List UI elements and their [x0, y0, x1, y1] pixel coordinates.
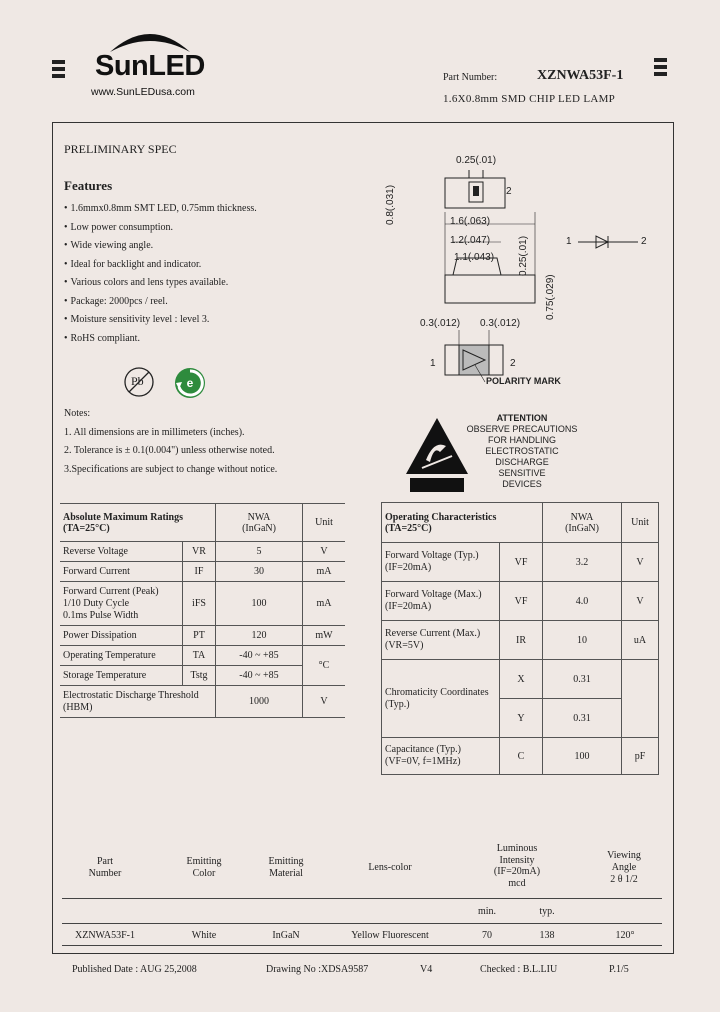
row-typ: 138	[539, 930, 555, 941]
svg-text:e: e	[186, 376, 194, 390]
op-table-title	[382, 503, 543, 543]
op-symbol: VF	[500, 543, 543, 582]
abs-param	[60, 582, 183, 626]
abs-param-line: (HBM)	[63, 701, 93, 713]
esd-warning-icon	[404, 416, 470, 496]
abs-unit-temp: °C	[303, 646, 346, 686]
op-value: 4.0	[543, 582, 622, 621]
pin-label: 1	[430, 358, 436, 369]
abs-unit: mA	[303, 582, 346, 626]
op-value: 0.31	[543, 660, 622, 699]
notes-title: Notes:	[64, 408, 91, 419]
row-viewing-angle: 120°	[615, 930, 635, 941]
esd-line: OBSERVE PRECAUTIONS	[466, 424, 578, 434]
abs-value: 100	[216, 582, 303, 626]
feature-item: • Ideal for backlight and indicator.	[64, 259, 364, 278]
feature-item: • Various colors and lens types available.	[64, 277, 364, 296]
abs-unit: V	[303, 686, 346, 718]
dim-label: 0.25(.01)	[456, 155, 497, 166]
esd-line: DISCHARGE	[495, 457, 549, 467]
page-number: P.1/5	[609, 964, 629, 975]
abs-symbol: VR	[183, 542, 216, 562]
op-param-line: Forward Voltage (Typ.)	[385, 550, 479, 561]
abs-table-title	[60, 504, 216, 542]
op-value: 0.31	[543, 699, 622, 738]
abs-title: Absolute Maximum Ratings	[63, 511, 184, 523]
op-nwa: NWA	[570, 511, 594, 523]
diode-pin-2: 2	[641, 236, 647, 247]
op-param	[382, 660, 500, 738]
operating-characteristics-table	[381, 502, 659, 775]
col-emitting-color	[172, 856, 236, 880]
op-unit: V	[622, 582, 659, 621]
absolute-max-ratings-table	[60, 503, 345, 718]
esd-line: ATTENTION	[496, 413, 548, 423]
col-head-line: Color	[192, 868, 216, 879]
abs-value: -40 ~ +85	[216, 646, 303, 666]
abs-param: Reverse Voltage	[60, 542, 183, 562]
abs-param: Power Dissipation	[60, 626, 183, 646]
feature-item: • Low power consumption.	[64, 222, 364, 241]
abs-col-nwa	[216, 504, 303, 542]
op-param-line: (IF=20mA)	[385, 601, 432, 612]
op-unit-empty	[622, 660, 659, 738]
abs-symbol: TA	[183, 646, 216, 666]
abs-param: Storage Temperature	[60, 666, 183, 686]
esd-line: SENSITIVE	[498, 468, 546, 478]
feature-item: • Moisture sensitivity level : level 3.	[64, 314, 364, 333]
table-divider	[62, 898, 662, 899]
feature-item: • 1.6mmx0.8mm SMT LED, 0.75mm thickness.	[64, 203, 364, 222]
op-param-line: (Typ.)	[385, 698, 410, 710]
row-emitting-material: InGaN	[272, 930, 300, 941]
row-lens-color: Yellow Fluorescent	[351, 930, 429, 941]
col-viewing-angle	[594, 850, 654, 886]
dim-label: 0.8(.031)	[385, 184, 396, 225]
row-part-number: XZNWA53F-1	[75, 930, 135, 941]
col-head-line: Luminous	[496, 843, 538, 854]
note-item: 1. All dimensions are in millimeters (inches).	[64, 426, 245, 438]
esd-line: ELECTROSTATIC	[485, 446, 559, 456]
col-head-line: Emitting	[186, 856, 222, 867]
row-emitting-color: White	[191, 930, 217, 941]
dim-label: 0.25(.01)	[518, 235, 529, 276]
features-list	[64, 203, 364, 351]
abs-symbol: Tstg	[183, 666, 216, 686]
col-part-number	[70, 856, 140, 880]
op-unit: V	[622, 543, 659, 582]
op-param-line: (IF=20mA)	[385, 562, 432, 573]
op-param	[382, 582, 500, 621]
table-divider	[62, 945, 662, 946]
esd-line: DEVICES	[502, 479, 542, 489]
abs-symbol: IF	[183, 562, 216, 582]
op-value: 10	[543, 621, 622, 660]
part-number: XZNWA53F-1	[537, 68, 624, 83]
dim-label: 1.2(.047)	[450, 235, 491, 246]
feature-item: • RoHS compliant.	[64, 333, 364, 352]
note-item: 2. Tolerance is ± 0.1(0.004") unless otherwise noted.	[64, 445, 275, 456]
abs-value: 5	[216, 542, 303, 562]
diode-pin-1: 1	[566, 236, 572, 247]
col-luminous-intensity	[480, 843, 554, 889]
col-head-line: Material	[269, 868, 303, 879]
abs-nwa: NWA	[247, 511, 271, 523]
notes-section	[64, 408, 384, 482]
op-unit: pF	[622, 738, 659, 775]
brand-url: www.SunLEDusa.com	[91, 86, 195, 98]
op-value: 3.2	[543, 543, 622, 582]
dim-label: 0.3(.012)	[420, 318, 461, 329]
col-min: min.	[477, 906, 497, 917]
abs-unit: mW	[303, 626, 346, 646]
diode-symbol	[578, 232, 638, 252]
op-symbol: X	[500, 660, 543, 699]
abs-param-line: Electrostatic Discharge Threshold	[63, 689, 199, 701]
product-subtitle: 1.6X0.8mm SMD CHIP LED LAMP	[443, 93, 616, 105]
abs-param: Operating Temperature	[60, 646, 183, 666]
row-min: 70	[482, 930, 492, 941]
op-param	[382, 543, 500, 582]
dim-label: 1.1(.043)	[454, 252, 495, 263]
op-symbol: VF	[500, 582, 543, 621]
drawing-number: Drawing No :XDSA9587	[266, 964, 369, 975]
pin-label: 2	[506, 186, 512, 197]
esd-warning-text	[462, 413, 582, 490]
features-title: Features	[64, 178, 113, 193]
pb-label: Pb	[131, 374, 144, 388]
published-date: Published Date : AUG 25,2008	[72, 964, 197, 975]
op-param-line: Capacitance (Typ.)	[385, 744, 461, 755]
note-item: 3.Specifications are subject to change without notice.	[64, 463, 278, 475]
abs-cond: (TA=25°C)	[63, 522, 110, 534]
op-param-line: Chromaticity Coordinates	[385, 686, 489, 698]
right-margin-mark	[654, 58, 667, 79]
op-symbol: IR	[500, 621, 543, 660]
op-param	[382, 738, 500, 775]
op-value: 100	[543, 738, 622, 775]
op-param	[382, 621, 500, 660]
abs-value: 120	[216, 626, 303, 646]
col-head-line: 2 θ 1/2	[610, 874, 638, 885]
table-divider	[62, 923, 662, 924]
esd-line: FOR HANDLING	[487, 435, 556, 445]
col-head-line: mcd	[508, 877, 526, 889]
op-ingan: (InGaN)	[565, 522, 599, 534]
op-param-line: Reverse Current (Max.)	[385, 628, 481, 639]
col-head-line: Emitting	[268, 856, 304, 867]
version: V4	[420, 964, 433, 975]
col-head-line: Number	[88, 868, 122, 879]
op-title: Operating Characteristics	[385, 511, 497, 523]
abs-param	[60, 686, 216, 718]
op-param-line: (VR=5V)	[385, 640, 424, 651]
col-emitting-material	[254, 856, 318, 880]
op-col-unit: Unit	[622, 503, 659, 543]
col-lens-color: Lens-color	[368, 862, 412, 873]
dim-label: 0.75(.029)	[545, 274, 556, 320]
abs-ingan: (InGaN)	[242, 522, 276, 534]
op-symbol: Y	[500, 699, 543, 738]
pb-free-icon	[123, 366, 155, 398]
abs-unit: mA	[303, 562, 346, 582]
abs-param: Forward Current	[60, 562, 183, 582]
package-drawing	[405, 150, 575, 390]
dim-label: 0.3(.012)	[480, 318, 521, 329]
op-param-line: (VF=0V, f=1MHz)	[385, 756, 461, 767]
polarity-mark-label: POLARITY MARK	[486, 376, 561, 386]
pin-label: 2	[510, 358, 516, 369]
abs-value: -40 ~ +85	[216, 666, 303, 686]
rohs-recycle-icon	[173, 366, 207, 400]
abs-unit: V	[303, 542, 346, 562]
op-col-nwa	[543, 503, 622, 543]
dim-label: 1.6(.063)	[450, 216, 491, 227]
checked-by: Checked : B.L.LIU	[480, 964, 558, 975]
preliminary-spec: PRELIMINARY SPEC	[64, 142, 177, 156]
abs-param-line: 0.1ms Pulse Width	[63, 609, 139, 621]
col-head-line: (IF=20mA)	[493, 866, 541, 877]
abs-value: 1000	[216, 686, 303, 718]
abs-symbol: iFS	[183, 582, 216, 626]
brand-logo: SunLED	[95, 50, 205, 82]
feature-item: • Package: 2000pcs / reel.	[64, 296, 364, 315]
part-number-label: Part Number:	[443, 72, 498, 83]
left-margin-mark	[52, 60, 65, 81]
op-unit: uA	[622, 621, 659, 660]
col-head-line: Viewing	[607, 850, 641, 861]
col-head-line: Angle	[611, 862, 637, 873]
feature-item: • Wide viewing angle.	[64, 240, 364, 259]
abs-param-line: 1/10 Duty Cycle	[63, 597, 130, 609]
abs-value: 30	[216, 562, 303, 582]
op-cond: (TA=25°C)	[385, 522, 432, 534]
abs-symbol: PT	[183, 626, 216, 646]
col-head-line: Part	[96, 856, 114, 867]
abs-col-unit: Unit	[303, 504, 346, 542]
op-symbol: C	[500, 738, 543, 775]
col-typ: typ.	[539, 906, 555, 917]
abs-param-line: Forward Current (Peak)	[63, 585, 159, 597]
col-head-line: Intensity	[499, 854, 535, 866]
op-param-line: Forward Voltage (Max.)	[385, 589, 482, 600]
